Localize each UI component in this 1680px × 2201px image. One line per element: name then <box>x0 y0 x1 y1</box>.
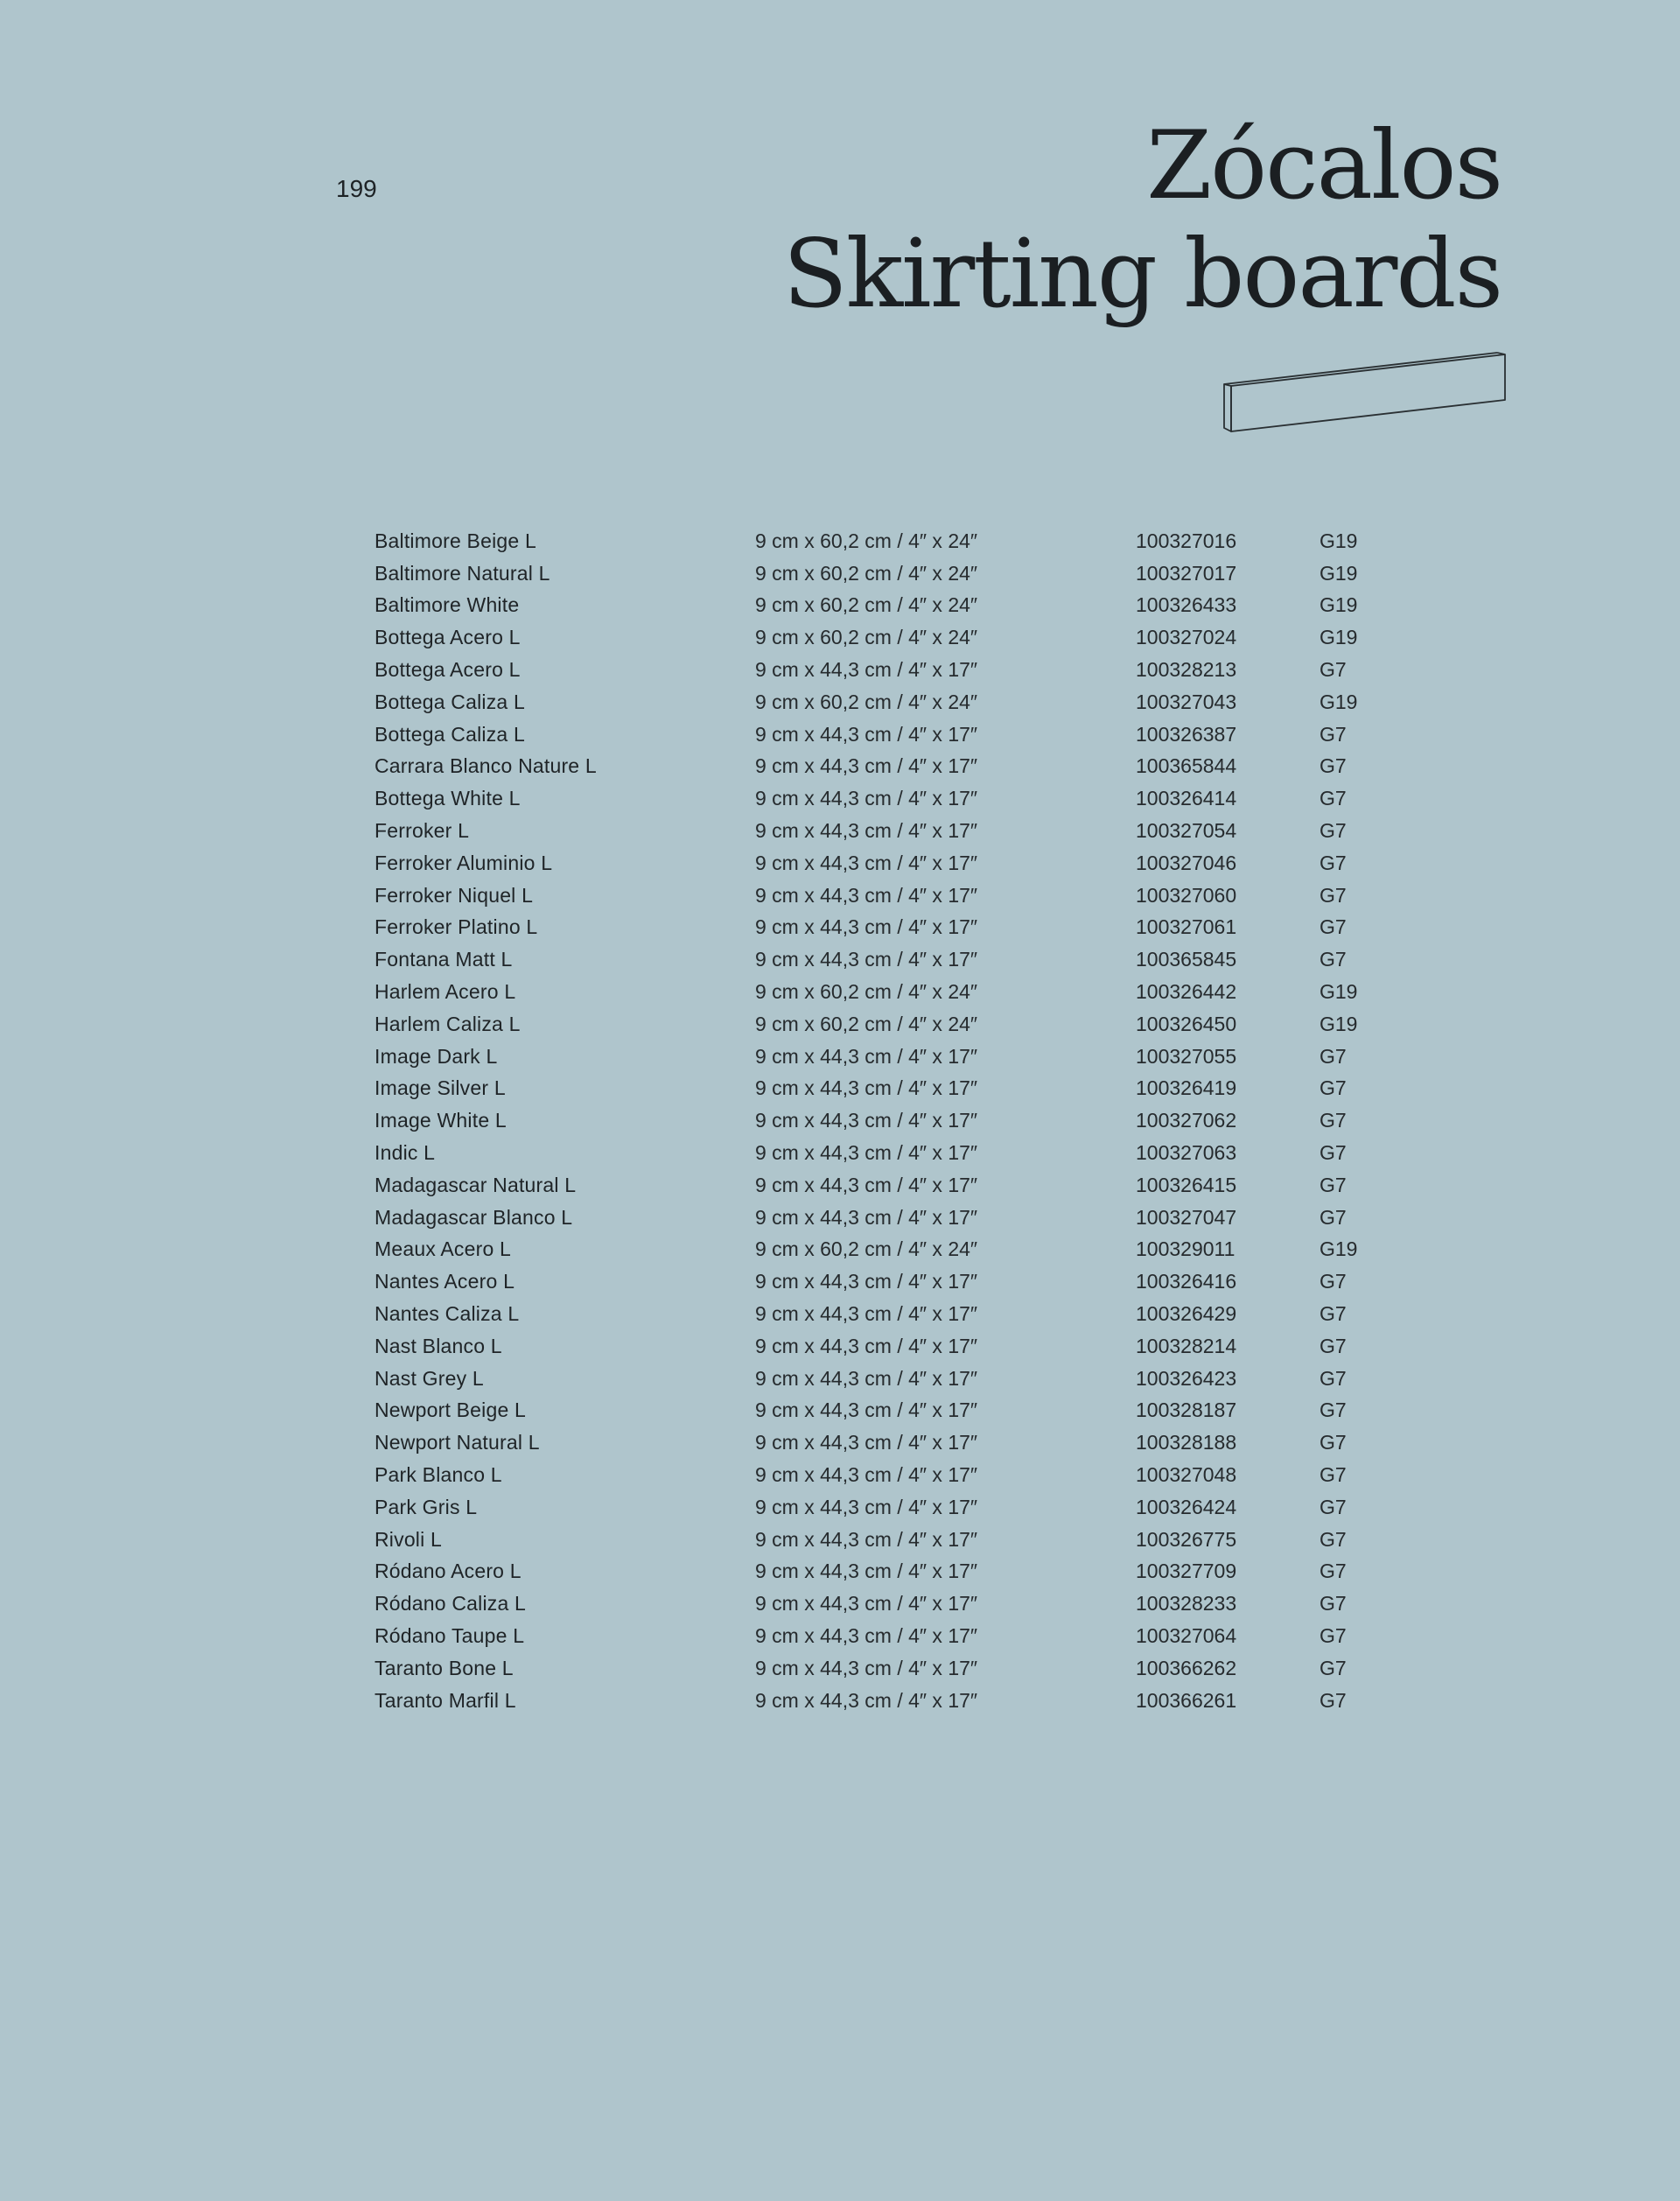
skirting-board-icon <box>1221 346 1518 442</box>
product-code: 100327046 <box>1136 851 1237 874</box>
product-size: 9 cm x 44,3 cm / 4″ x 17″ <box>755 754 978 778</box>
table-row <box>374 1652 1390 1685</box>
product-code: 100326424 <box>1136 1495 1237 1518</box>
product-code: 100327063 <box>1136 1141 1237 1165</box>
table-row <box>374 1588 1390 1620</box>
table-row <box>374 782 1390 815</box>
product-group: G7 <box>1320 1334 1347 1357</box>
page-title <box>783 112 1502 329</box>
product-size: 9 cm x 44,3 cm / 4″ x 17″ <box>755 1109 978 1132</box>
product-name: Baltimore Beige L <box>374 529 536 552</box>
product-name: Ferroker L <box>374 819 470 843</box>
product-name: Indic L <box>374 1141 436 1165</box>
product-code: 100327043 <box>1136 690 1237 713</box>
product-name: Madagascar Blanco L <box>374 1205 573 1229</box>
product-name: Meaux Acero L <box>374 1237 512 1261</box>
product-size: 9 cm x 60,2 cm / 4″ x 24″ <box>755 593 978 617</box>
product-name: Ródano Caliza L <box>374 1592 527 1616</box>
product-group: G7 <box>1320 1592 1347 1616</box>
product-size: 9 cm x 44,3 cm / 4″ x 17″ <box>755 1656 978 1679</box>
product-size: 9 cm x 60,2 cm / 4″ x 24″ <box>755 980 978 1004</box>
product-code: 100327055 <box>1136 1044 1237 1068</box>
product-name: Harlem Acero L <box>374 980 516 1004</box>
product-code: 100326429 <box>1136 1302 1237 1326</box>
product-size: 9 cm x 44,3 cm / 4″ x 17″ <box>755 1495 978 1518</box>
product-name: Taranto Marfil L <box>374 1688 516 1712</box>
product-size: 9 cm x 60,2 cm / 4″ x 24″ <box>755 1012 978 1035</box>
product-group: G7 <box>1320 1141 1347 1165</box>
table-row <box>374 1685 1390 1717</box>
table-row <box>374 815 1390 847</box>
product-name: Image White L <box>374 1109 507 1132</box>
product-group: G7 <box>1320 1656 1347 1679</box>
product-code: 100326416 <box>1136 1270 1237 1293</box>
product-code: 100327017 <box>1136 561 1237 585</box>
product-name: Bottega White L <box>374 787 521 810</box>
product-group: G7 <box>1320 1560 1347 1583</box>
product-name: Ferroker Aluminio L <box>374 851 553 874</box>
product-name: Nantes Acero L <box>374 1270 515 1293</box>
product-group: G7 <box>1320 883 1347 907</box>
product-name: Newport Natural L <box>374 1431 540 1454</box>
product-code: 100327060 <box>1136 883 1237 907</box>
product-size: 9 cm x 44,3 cm / 4″ x 17″ <box>755 1173 978 1196</box>
product-name: Ferroker Platino L <box>374 915 538 939</box>
product-size: 9 cm x 44,3 cm / 4″ x 17″ <box>755 1302 978 1326</box>
table-row <box>374 912 1390 944</box>
product-name: Nantes Caliza L <box>374 1302 520 1326</box>
product-group: G7 <box>1320 1109 1347 1132</box>
table-row <box>374 1234 1390 1266</box>
product-name: Taranto Bone L <box>374 1656 514 1679</box>
product-size: 9 cm x 44,3 cm / 4″ x 17″ <box>755 883 978 907</box>
table-row <box>374 1459 1390 1491</box>
product-size: 9 cm x 44,3 cm / 4″ x 17″ <box>755 1044 978 1068</box>
product-code: 100326414 <box>1136 787 1237 810</box>
product-code: 100328187 <box>1136 1398 1237 1422</box>
title-english: Skirting boards <box>782 220 1502 329</box>
product-size: 9 cm x 44,3 cm / 4″ x 17″ <box>755 1141 978 1165</box>
product-group: G7 <box>1320 754 1347 778</box>
product-name: Image Silver L <box>374 1076 506 1100</box>
product-name: Baltimore Natural L <box>374 561 550 585</box>
table-row <box>374 976 1390 1008</box>
product-group: G7 <box>1320 1623 1347 1647</box>
product-group: G7 <box>1320 1205 1347 1229</box>
table-row <box>374 1041 1390 1073</box>
table-row <box>374 1330 1390 1363</box>
product-code: 100365845 <box>1136 948 1237 971</box>
title-spanish: Zócalos <box>1146 111 1502 221</box>
product-group: G7 <box>1320 1398 1347 1422</box>
product-group: G7 <box>1320 851 1347 874</box>
product-code: 100326450 <box>1136 1012 1237 1035</box>
product-size: 9 cm x 44,3 cm / 4″ x 17″ <box>755 1688 978 1712</box>
product-name: Ferroker Niquel L <box>374 883 534 907</box>
product-group: G7 <box>1320 787 1347 810</box>
table-row <box>374 1265 1390 1298</box>
product-code: 100326387 <box>1136 722 1237 746</box>
product-size: 9 cm x 44,3 cm / 4″ x 17″ <box>755 1623 978 1647</box>
product-size: 9 cm x 44,3 cm / 4″ x 17″ <box>755 1463 978 1486</box>
product-name: Fontana Matt L <box>374 948 513 971</box>
product-size: 9 cm x 60,2 cm / 4″ x 24″ <box>755 561 978 585</box>
table-row <box>374 1298 1390 1330</box>
table-row <box>374 686 1390 718</box>
table-row <box>374 1395 1390 1427</box>
product-name: Carrara Blanco Nature L <box>374 754 597 778</box>
product-group: G19 <box>1320 690 1358 713</box>
product-group: G7 <box>1320 819 1347 843</box>
product-name: Ródano Taupe L <box>374 1623 525 1647</box>
product-code: 100365844 <box>1136 754 1237 778</box>
product-group: G7 <box>1320 1302 1347 1326</box>
product-size: 9 cm x 60,2 cm / 4″ x 24″ <box>755 529 978 552</box>
table-row <box>374 880 1390 912</box>
product-group: G7 <box>1320 1463 1347 1486</box>
product-group: G7 <box>1320 1431 1347 1454</box>
product-name: Rivoli L <box>374 1527 443 1551</box>
product-group: G7 <box>1320 722 1347 746</box>
table-row <box>374 1073 1390 1105</box>
product-name: Park Blanco L <box>374 1463 502 1486</box>
product-code: 100327048 <box>1136 1463 1237 1486</box>
product-code: 100326433 <box>1136 593 1237 617</box>
product-code: 100327061 <box>1136 915 1237 939</box>
product-code: 100327054 <box>1136 819 1237 843</box>
table-row <box>374 1491 1390 1524</box>
product-code: 100366261 <box>1136 1688 1237 1712</box>
product-code: 100328214 <box>1136 1334 1237 1357</box>
table-row <box>374 590 1390 622</box>
product-code: 100326423 <box>1136 1366 1237 1390</box>
product-code: 100327062 <box>1136 1109 1237 1132</box>
product-size: 9 cm x 44,3 cm / 4″ x 17″ <box>755 1366 978 1390</box>
product-code: 100327709 <box>1136 1560 1237 1583</box>
product-name: Harlem Caliza L <box>374 1012 521 1035</box>
product-name: Bottega Caliza L <box>374 722 525 746</box>
product-group: G19 <box>1320 1012 1358 1035</box>
product-size: 9 cm x 44,3 cm / 4″ x 17″ <box>755 819 978 843</box>
product-name: Newport Beige L <box>374 1398 527 1422</box>
table-row <box>374 1556 1390 1588</box>
product-size: 9 cm x 44,3 cm / 4″ x 17″ <box>755 1076 978 1100</box>
table-row <box>374 1620 1390 1652</box>
table-row <box>374 621 1390 654</box>
product-code: 100326775 <box>1136 1527 1237 1551</box>
product-code: 100328233 <box>1136 1592 1237 1616</box>
product-group: G7 <box>1320 948 1347 971</box>
product-code: 100328213 <box>1136 658 1237 682</box>
product-code: 100327024 <box>1136 626 1237 649</box>
table-row <box>374 943 1390 976</box>
product-size: 9 cm x 60,2 cm / 4″ x 24″ <box>755 626 978 649</box>
product-size: 9 cm x 44,3 cm / 4″ x 17″ <box>755 658 978 682</box>
table-row <box>374 1426 1390 1459</box>
product-code: 100328188 <box>1136 1431 1237 1454</box>
table-row <box>374 1104 1390 1137</box>
product-size: 9 cm x 60,2 cm / 4″ x 24″ <box>755 690 978 713</box>
product-group: G19 <box>1320 626 1358 649</box>
product-size: 9 cm x 60,2 cm / 4″ x 24″ <box>755 1237 978 1261</box>
product-code: 100327016 <box>1136 529 1237 552</box>
product-group: G7 <box>1320 658 1347 682</box>
product-size: 9 cm x 44,3 cm / 4″ x 17″ <box>755 1270 978 1293</box>
table-row <box>374 1202 1390 1234</box>
product-size: 9 cm x 44,3 cm / 4″ x 17″ <box>755 948 978 971</box>
product-code: 100327047 <box>1136 1205 1237 1229</box>
product-size: 9 cm x 44,3 cm / 4″ x 17″ <box>755 851 978 874</box>
product-group: G7 <box>1320 1076 1347 1100</box>
product-name: Baltimore White <box>374 593 520 617</box>
table-row <box>374 1008 1390 1041</box>
product-group: G19 <box>1320 980 1358 1004</box>
product-size: 9 cm x 44,3 cm / 4″ x 17″ <box>755 1431 978 1454</box>
table-row <box>374 718 1390 751</box>
product-name: Bottega Acero L <box>374 626 521 649</box>
table-row <box>374 1363 1390 1395</box>
product-group: G19 <box>1320 593 1358 617</box>
product-size: 9 cm x 44,3 cm / 4″ x 17″ <box>755 1205 978 1229</box>
product-name: Madagascar Natural L <box>374 1173 577 1196</box>
product-group: G19 <box>1320 561 1358 585</box>
table-row <box>374 751 1390 783</box>
table-row <box>374 557 1390 590</box>
page-number: 199 <box>336 175 377 202</box>
product-group: G7 <box>1320 915 1347 939</box>
product-size: 9 cm x 44,3 cm / 4″ x 17″ <box>755 722 978 746</box>
product-name: Park Gris L <box>374 1495 478 1518</box>
product-code: 100326419 <box>1136 1076 1237 1100</box>
product-size: 9 cm x 44,3 cm / 4″ x 17″ <box>755 1398 978 1422</box>
product-name: Nast Blanco L <box>374 1334 502 1357</box>
product-group: G7 <box>1320 1527 1347 1551</box>
product-code: 100329011 <box>1136 1237 1236 1261</box>
table-row <box>374 525 1390 557</box>
product-code: 100326415 <box>1136 1173 1237 1196</box>
product-group: G7 <box>1320 1688 1347 1712</box>
table-row <box>374 1137 1390 1169</box>
product-code: 100327064 <box>1136 1623 1237 1647</box>
product-size: 9 cm x 44,3 cm / 4″ x 17″ <box>755 1592 978 1616</box>
table-row <box>374 847 1390 880</box>
product-name: Bottega Acero L <box>374 658 521 682</box>
table-row <box>374 1169 1390 1202</box>
product-name: Bottega Caliza L <box>374 690 525 713</box>
product-size: 9 cm x 44,3 cm / 4″ x 17″ <box>755 1527 978 1551</box>
product-size: 9 cm x 44,3 cm / 4″ x 17″ <box>755 787 978 810</box>
skirting-board-table <box>374 525 1390 1716</box>
product-group: G7 <box>1320 1173 1347 1196</box>
product-name: Image Dark L <box>374 1044 498 1068</box>
product-group: G7 <box>1320 1044 1347 1068</box>
product-group: G7 <box>1320 1366 1347 1390</box>
product-size: 9 cm x 44,3 cm / 4″ x 17″ <box>755 1334 978 1357</box>
product-group: G19 <box>1320 529 1358 552</box>
product-code: 100326442 <box>1136 980 1237 1004</box>
product-size: 9 cm x 44,3 cm / 4″ x 17″ <box>755 915 978 939</box>
product-code: 100366262 <box>1136 1656 1237 1679</box>
product-name: Nast Grey L <box>374 1366 484 1390</box>
table-row <box>374 1524 1390 1556</box>
product-size: 9 cm x 44,3 cm / 4″ x 17″ <box>755 1560 978 1583</box>
product-group: G7 <box>1320 1495 1347 1518</box>
product-group: G7 <box>1320 1270 1347 1293</box>
table-row <box>374 654 1390 686</box>
product-name: Ródano Acero L <box>374 1560 522 1583</box>
product-group: G19 <box>1320 1237 1358 1261</box>
